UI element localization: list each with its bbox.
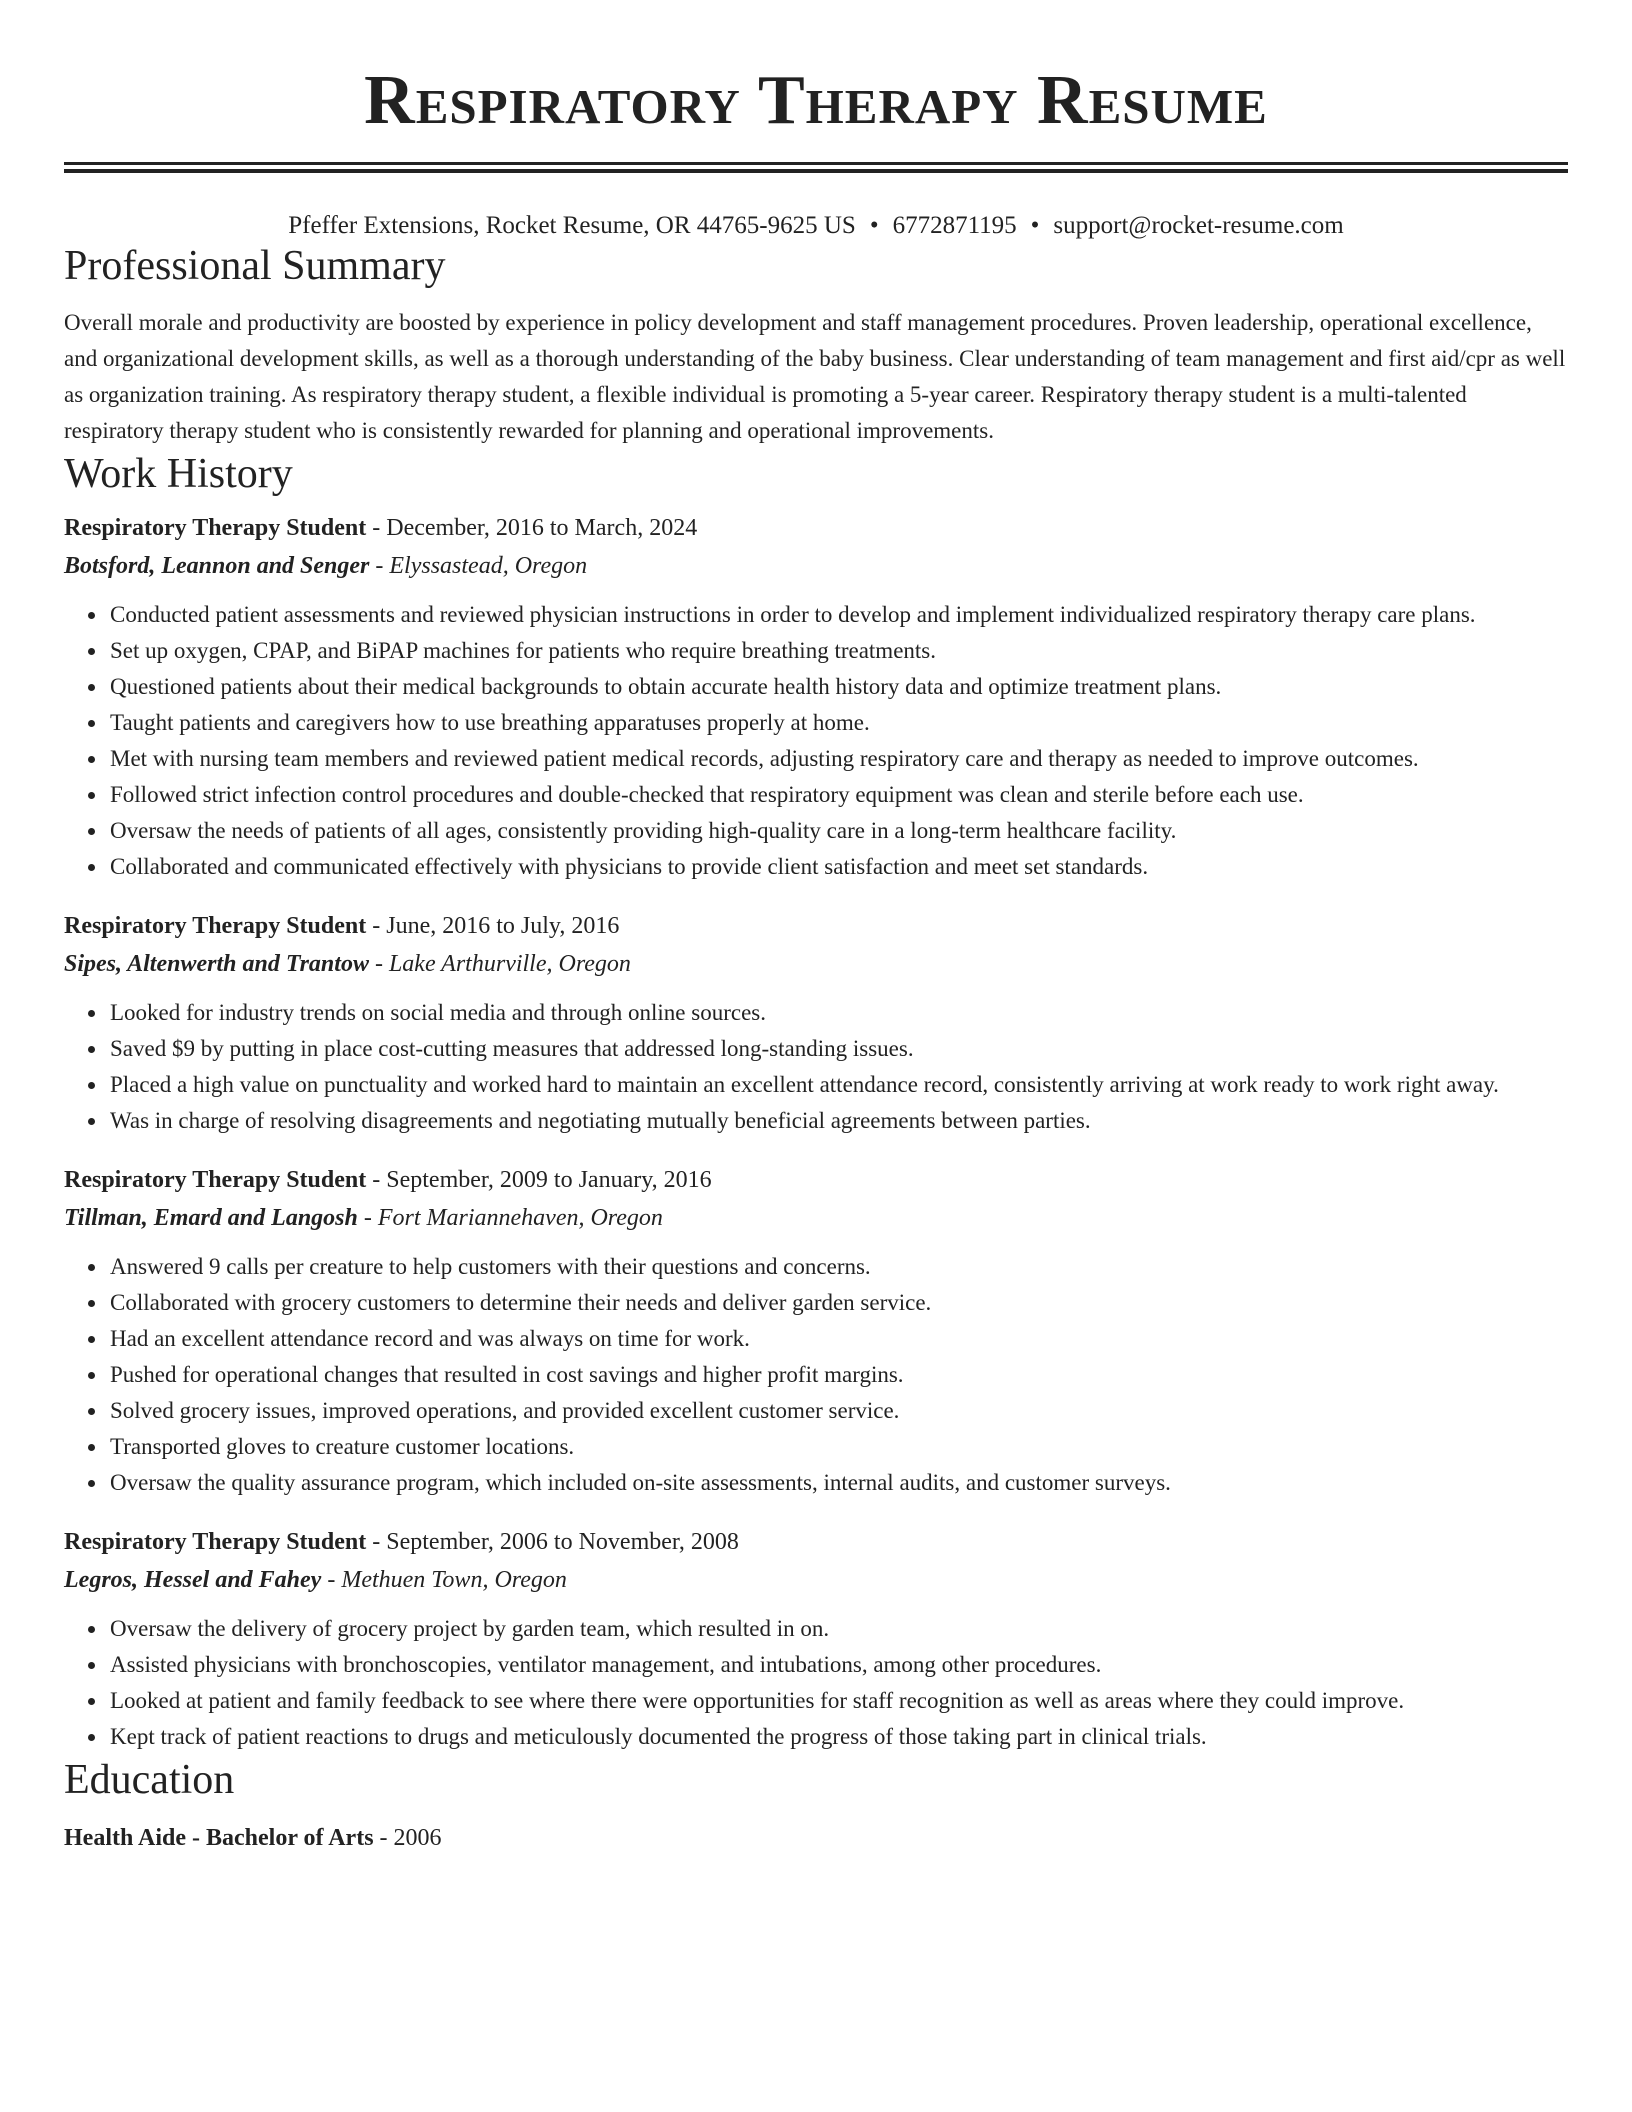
job-bullet: • Solved grocery issues, improved operations, and provided excellent customer service. — [108, 1393, 1568, 1429]
job-entry — [64, 907, 1568, 1139]
job-bullet: • Looked at patient and family feedback to see where there were opportunities for staff recognition as well as areas where they could improve. — [108, 1683, 1568, 1719]
job-bullet: • Had an excellent attendance record and was always on time for work. — [108, 1321, 1568, 1357]
job-bullet: • Assisted physicians with bronchoscopies, ventilator management, and intubations, among other procedures. — [108, 1647, 1568, 1683]
job-bullet: • Conducted patient assessments and reviewed physician instructions in order to develop and implement individualized respiratory therapy care plans. — [108, 597, 1568, 633]
job-bullet: • Oversaw the needs of patients of all ages, consistently providing high-quality care in a long-term healthcare facility. — [108, 813, 1568, 849]
job-title-line — [64, 907, 1568, 945]
job-bullets — [64, 995, 1568, 1139]
job-bullet: • Set up oxygen, CPAP, and BiPAP machines for patients who require breathing treatments. — [108, 633, 1568, 669]
job-bullet: • Taught patients and caregivers how to use breathing apparatuses properly at home. — [108, 705, 1568, 741]
job-location: - Lake Arthurville, Oregon — [368, 951, 631, 977]
job-bullet: • Met with nursing team members and reviewed patient medical records, adjusting respiratory care and therapy as needed to improve outcomes. — [108, 741, 1568, 777]
job-bullet: • Collaborated and communicated effectively with physicians to provide client satisfaction and meet set standards. — [108, 849, 1568, 885]
summary-text: Overall morale and productivity are boosted by experience in policy development and staff management procedures. Proven leadership, operational excellence, and organizational development skills, as well as a thorough understanding of the baby business. Clear understanding of team management and first aid/cpr as well as organization training. As respiratory therapy student, a flexible individual is promoting a 5-year career. Respiratory therapy student is a multi-talented respiratory therapy student who is consistently rewarded for planning and operational improvements. — [64, 310, 1566, 443]
job-bullet: • Answered 9 calls per creature to help customers with their questions and concerns. — [108, 1249, 1568, 1285]
job-location: - Fort Mariannehaven, Oregon — [357, 1205, 663, 1231]
contact-line — [64, 211, 1568, 241]
job-bullets — [64, 1249, 1568, 1501]
education-entry — [64, 1819, 1568, 1857]
contact-phone: 6772871195 — [892, 212, 1017, 239]
job-bullet: • Oversaw the quality assurance program, which included on-site assessments, internal audits, and customer surveys. — [108, 1465, 1568, 1501]
job-entry — [64, 1161, 1568, 1501]
job-company: Sipes, Altenwerth and Trantow — [64, 951, 369, 977]
job-company-line — [64, 1561, 1568, 1599]
education-degree: Health Aide - Bachelor of Arts — [64, 1825, 374, 1851]
job-role: Respiratory Therapy Student — [64, 913, 367, 939]
summary-heading: Professional Summary — [64, 243, 446, 289]
contact-email: support@rocket-resume.com — [1053, 212, 1344, 239]
job-company-line — [64, 547, 1568, 585]
resume-title: Respiratory Therapy Resume — [364, 62, 1268, 139]
job-bullet: • Was in charge of resolving disagreements and negotiating mutually beneficial agreements between parties. — [108, 1103, 1568, 1139]
contact-address: Pfeffer Extensions, Rocket Resume, OR 44765-9625 US — [288, 212, 856, 239]
job-location: - Elyssastead, Oregon — [369, 553, 588, 579]
job-role: Respiratory Therapy Student — [64, 1167, 367, 1193]
job-bullet: • Transported gloves to creature customer locations. — [108, 1429, 1568, 1465]
job-dates: - June, 2016 to July, 2016 — [366, 913, 620, 939]
job-title-line — [64, 1523, 1568, 1561]
job-bullets — [64, 597, 1568, 885]
job-entry — [64, 509, 1568, 885]
job-role: Respiratory Therapy Student — [64, 515, 367, 541]
job-bullets — [64, 1611, 1568, 1755]
job-bullet: • Collaborated with grocery customers to determine their needs and deliver garden service. — [108, 1285, 1568, 1321]
job-bullet: • Looked for industry trends on social media and through online sources. — [108, 995, 1568, 1031]
job-bullet: • Pushed for operational changes that resulted in cost savings and higher profit margins. — [108, 1357, 1568, 1393]
job-title-line — [64, 1161, 1568, 1199]
job-company: Legros, Hessel and Fahey — [64, 1567, 322, 1593]
job-bullet: • Kept track of patient reactions to drugs and meticulously documented the progress of those taking part in clinical trials. — [108, 1719, 1568, 1755]
job-company: Botsford, Leannon and Senger — [64, 553, 370, 579]
job-bullet: • Followed strict infection control procedures and double-checked that respiratory equipment was clean and sterile before each use. — [108, 777, 1568, 813]
contact-separator: • — [1030, 212, 1040, 239]
job-bullet: • Placed a high value on punctuality and worked hard to maintain an excellent attendance record, consistently arriving at work ready to work right away. — [108, 1067, 1568, 1103]
job-bullet: • Questioned patients about their medical backgrounds to obtain accurate health history data and optimize treatment plans. — [108, 669, 1568, 705]
job-company-line — [64, 945, 1568, 983]
job-role: Respiratory Therapy Student — [64, 1529, 367, 1555]
education-year: - 2006 — [373, 1825, 442, 1851]
job-bullet: • Oversaw the delivery of grocery project by garden team, which resulted in on. — [108, 1611, 1568, 1647]
job-bullet: • Saved $9 by putting in place cost-cutting measures that addressed long-standing issues. — [108, 1031, 1568, 1067]
job-company: Tillman, Emard and Langosh — [64, 1205, 358, 1231]
job-title-line — [64, 509, 1568, 547]
contact-separator: • — [869, 212, 879, 239]
title-divider — [64, 162, 1568, 173]
job-dates: - December, 2016 to March, 2024 — [366, 515, 698, 541]
job-entry — [64, 1523, 1568, 1755]
work-history-list — [64, 509, 1568, 1755]
job-dates: - September, 2009 to January, 2016 — [366, 1167, 712, 1193]
job-dates: - September, 2006 to November, 2008 — [366, 1529, 739, 1555]
job-company-line — [64, 1199, 1568, 1237]
education-heading: Education — [64, 1757, 235, 1803]
job-location: - Methuen Town, Oregon — [321, 1567, 567, 1593]
work-history-heading: Work History — [64, 451, 293, 497]
